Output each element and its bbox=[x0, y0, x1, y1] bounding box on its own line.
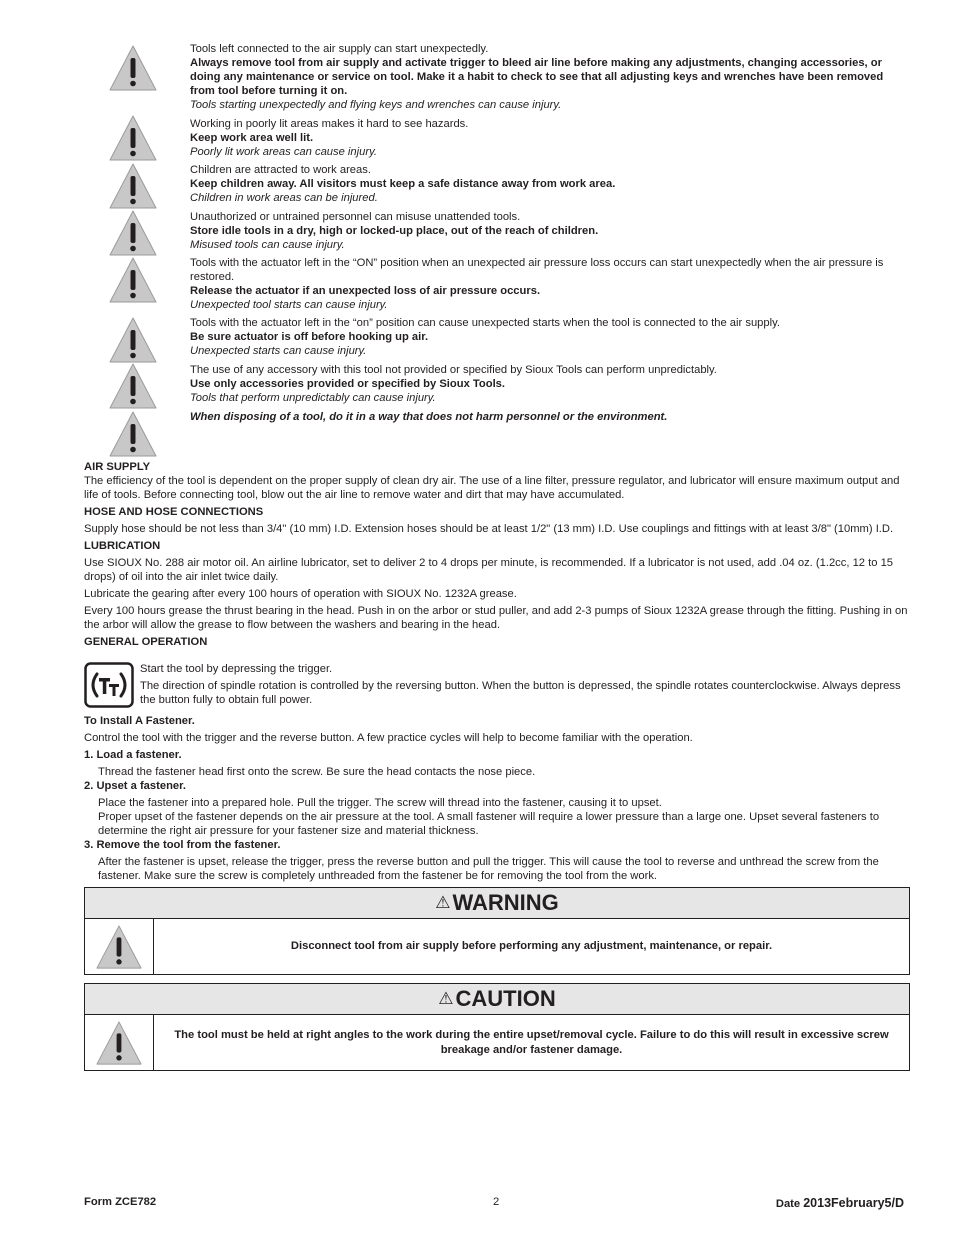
install-heading: To Install A Fastener. bbox=[84, 715, 195, 727]
step-text: Proper upset of the fastener depends on the air pressure at the tool. A small fastener will require a lower pressure than a large one. Upset several fasteners to determine the right air pressure for your fastener size and material thickness. bbox=[98, 811, 880, 837]
disposal-note: When disposing of a tool, do it in a way that does not harm personnel or the environment. bbox=[190, 411, 668, 423]
caution-box-header bbox=[85, 984, 909, 1015]
install-intro: Control the tool with the trigger and the reverse button. A few practice cycles will help to become familiar with the operation. bbox=[84, 732, 693, 744]
lubrication-text: Use SIOUX No. 288 air motor oil. An airline lubricator, set to deliver 2 to 4 drops per minute, is recommended. If a lubricator is not used, add .04 oz. (1.2cc, 12 to 15 drops) of oil into the air inlet twice daily. bbox=[84, 557, 894, 583]
warning-triangle-icon bbox=[94, 1020, 144, 1066]
lubrication-text: Every 100 hours grease the thrust bearing in the head. Push in on the arbor or stud puller, and add 2-3 pumps of Sioux 1232A grease through the fitting. Pushing in on the arbor will allow the grease to flow between the washers and bearing in the head. bbox=[84, 605, 908, 631]
warning-triangle-icon bbox=[108, 114, 158, 162]
warning-consequence: Tools that perform unpredictably can cause injury. bbox=[190, 392, 436, 404]
warning-triangle-icon bbox=[108, 209, 158, 257]
warning-triangle-icon bbox=[94, 924, 144, 970]
step-text: After the fastener is upset, release the trigger, press the reverse button and pull the trigger. This will cause the tool to reverse and unthread the screw from the fastener. Make sure the screw is completely unthreaded from the fastener be for removing the tool from the work. bbox=[98, 856, 879, 882]
warning-title-triangle-icon: ⚠ bbox=[435, 893, 451, 912]
hose-heading: HOSE AND HOSE CONNECTIONS bbox=[84, 506, 264, 518]
install-fastener-section bbox=[84, 714, 910, 883]
warning-triangle-icon bbox=[108, 362, 158, 410]
air-supply-text: The efficiency of the tool is dependent on the proper supply of clean dry air. The use of a line filter, pressure regulator, and lubricator will ensure maximum output and life of tools. Before connecting tool, blow out the air line to remove water and dirt that may have accumulated. bbox=[84, 475, 900, 501]
warning-intro: Tools with the actuator left in the “on” position can cause unexpected starts when the tool is connected to the air supply. bbox=[190, 317, 780, 329]
warning-triangle-icon bbox=[108, 44, 158, 92]
warning-triangle-icon bbox=[108, 410, 158, 458]
warning-action: Keep children away. All visitors must keep a safe distance away from work area. bbox=[190, 178, 616, 190]
step-title: 3. Remove the tool from the fastener. bbox=[84, 839, 281, 851]
warning-intro: Working in poorly lit areas makes it hard to see hazards. bbox=[190, 118, 469, 130]
warning-block bbox=[190, 163, 910, 205]
warning-block bbox=[190, 42, 910, 112]
warning-block bbox=[190, 363, 910, 405]
warning-block bbox=[190, 316, 910, 358]
warning-box bbox=[84, 887, 910, 975]
footer-date-value: 2013February5/D bbox=[803, 1196, 904, 1210]
air-supply-heading: AIR SUPPLY bbox=[84, 461, 151, 473]
warning-consequence: Misused tools can cause injury. bbox=[190, 239, 345, 251]
hose-text: Supply hose should be not less than 3/4" (10 mm) I.D. Extension hoses should be at least 1/2" (13 mm) I.D. Use couplings and fittings with at least 3/8" (10mm) I.D. bbox=[84, 523, 894, 535]
warning-consequence: Unexpected tool starts can cause injury. bbox=[190, 299, 388, 311]
general-operation-p2: The direction of spindle rotation is controlled by the reversing button. When the button is depressed, the spindle rotates counterclockwise. Always depress the button fully to obtain full power. bbox=[140, 680, 901, 706]
warning-box-title: WARNING bbox=[452, 890, 559, 915]
trigger-operation-icon bbox=[84, 662, 134, 708]
warning-block bbox=[190, 256, 910, 312]
warning-intro: Tools left connected to the air supply can start unexpectedly. bbox=[190, 43, 489, 55]
caution-box bbox=[84, 983, 910, 1071]
footer-form-number: Form ZCE782 bbox=[84, 1196, 157, 1208]
step-title: 1. Load a fastener. bbox=[84, 749, 182, 761]
caution-box-body bbox=[85, 1015, 909, 1070]
warning-action: Be sure actuator is off before hooking up air. bbox=[190, 331, 429, 343]
warning-block bbox=[190, 210, 910, 252]
caution-box-text: The tool must be held at right angles to the work during the entire upset/removal cycle. Failure to do this will result in excessive screw breakage and/or fastener damage. bbox=[174, 1028, 889, 1056]
warning-action: Always remove tool from air supply and activate trigger to bleed air line before making any adjustments, changing accessories, or doing any maintenance or service on tool. Make it a habit to check to see that all adjusting keys and wrenches have been removed from tool before turning it on. bbox=[190, 57, 884, 97]
footer-date bbox=[776, 1196, 904, 1210]
general-operation-text bbox=[140, 662, 910, 707]
caution-title-triangle-icon: ⚠ bbox=[438, 989, 454, 1008]
step-text: Place the fastener into a prepared hole. Pull the trigger. The screw will thread into the fastener, causing it to upset. bbox=[98, 797, 662, 809]
warning-consequence: Poorly lit work areas can cause injury. bbox=[190, 146, 377, 158]
step-text: Thread the fastener head first onto the screw. Be sure the head contacts the nose piece. bbox=[98, 766, 536, 778]
warning-consequence: Unexpected starts can cause injury. bbox=[190, 345, 367, 357]
warning-box-header bbox=[85, 888, 909, 919]
footer-date-label: Date bbox=[775, 1198, 801, 1210]
warning-box-body bbox=[85, 919, 909, 974]
footer-page-number: 2 bbox=[493, 1196, 500, 1208]
general-operation-heading: GENERAL OPERATION bbox=[84, 636, 208, 648]
warning-intro: Unauthorized or untrained personnel can misuse unattended tools. bbox=[190, 211, 521, 223]
warning-action: Release the actuator if an unexpected loss of air pressure occurs. bbox=[190, 285, 541, 297]
warning-action: Keep work area well lit. bbox=[190, 132, 314, 144]
warning-action: Use only accessories provided or specified by Sioux Tools. bbox=[190, 378, 506, 390]
disposal-note-block bbox=[190, 410, 910, 424]
warning-action: Store idle tools in a dry, high or locked-up place, out of the reach of children. bbox=[190, 225, 599, 237]
warning-box-text: Disconnect tool from air supply before performing any adjustment, maintenance, or repair. bbox=[290, 940, 773, 952]
caution-box-icon-cell bbox=[85, 1015, 154, 1070]
general-operation-p1: Start the tool by depressing the trigger. bbox=[140, 663, 333, 675]
lubrication-text: Lubricate the gearing after every 100 hours of operation with SIOUX No. 1232A grease. bbox=[84, 588, 517, 600]
warning-triangle-icon bbox=[108, 162, 158, 210]
warning-intro: Tools with the actuator left in the “ON” position when an unexpected air pressure loss occurs can start unexpectedly when the air pressure is restored. bbox=[190, 257, 884, 283]
operation-sections bbox=[84, 460, 910, 649]
warning-box-icon-cell bbox=[85, 919, 154, 974]
warning-intro: Children are attracted to work areas. bbox=[190, 164, 371, 176]
step-title: 2. Upset a fastener. bbox=[84, 780, 186, 792]
lubrication-heading: LUBRICATION bbox=[84, 540, 161, 552]
warning-block bbox=[190, 117, 910, 159]
warning-triangle-icon bbox=[108, 316, 158, 364]
warning-consequence: Tools starting unexpectedly and flying keys and wrenches can cause injury. bbox=[190, 99, 562, 111]
warning-consequence: Children in work areas can be injured. bbox=[190, 192, 378, 204]
caution-box-title: CAUTION bbox=[455, 986, 556, 1011]
warning-triangle-icon bbox=[108, 256, 158, 304]
warning-intro: The use of any accessory with this tool not provided or specified by Sioux Tools can perform unpredictably. bbox=[190, 364, 717, 376]
